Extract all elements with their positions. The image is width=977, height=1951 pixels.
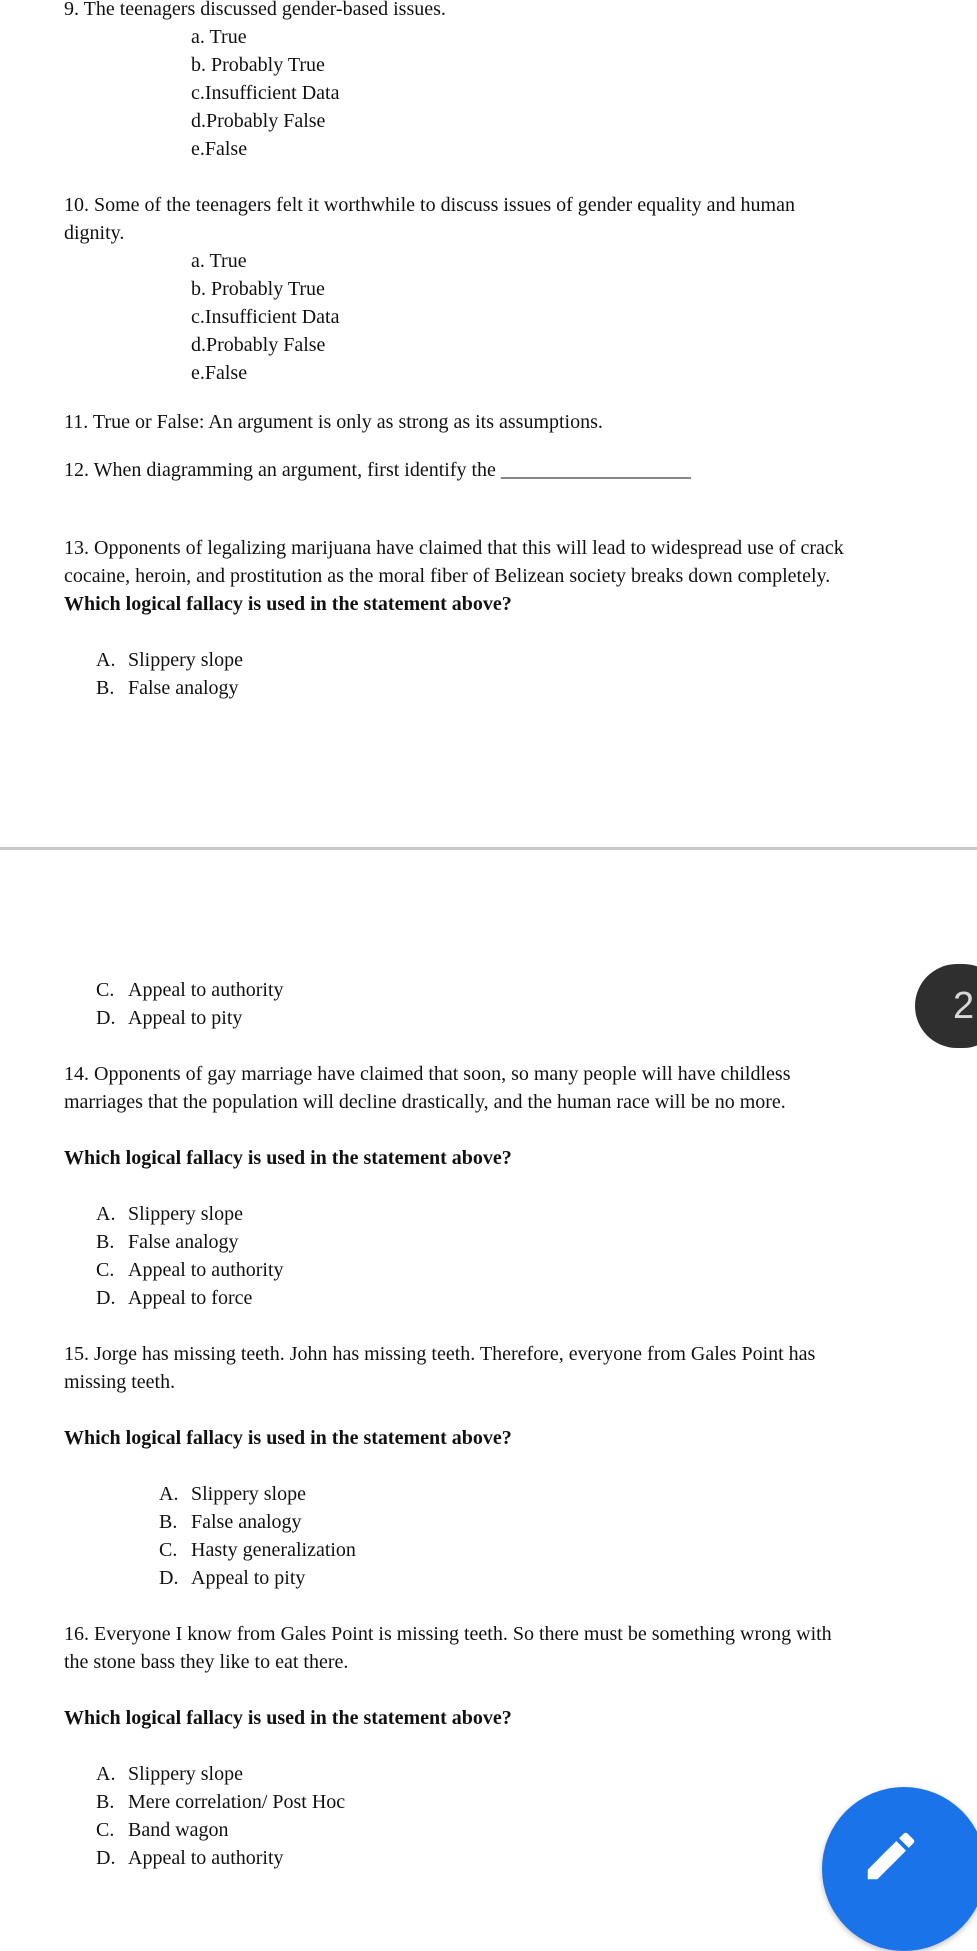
q16-option-c	[96, 1816, 229, 1844]
q14-option-d	[96, 1284, 252, 1312]
q14-option-b	[96, 1228, 239, 1256]
question-10-text-line-2: dignity.	[64, 222, 125, 244]
q10-option-a: a. True	[191, 250, 247, 272]
option-marker: B.	[96, 677, 115, 699]
option-text: Appeal to authority	[128, 1259, 284, 1281]
option-marker: A.	[159, 1483, 179, 1505]
option-marker: B.	[159, 1511, 178, 1533]
option-text: Slippery slope	[128, 1763, 243, 1785]
option-marker: C.	[96, 1819, 115, 1841]
q15-option-b	[159, 1508, 302, 1536]
option-text: Hasty generalization	[191, 1539, 356, 1561]
question-16-text-line-2: the stone bass they like to eat there.	[64, 1651, 349, 1673]
q13-option-b	[96, 674, 239, 702]
option-marker: C.	[159, 1539, 178, 1561]
option-text: Appeal to authority	[128, 979, 284, 1001]
q13-option-c	[96, 976, 284, 1004]
option-text: False analogy	[128, 677, 239, 699]
option-text: Slippery slope	[191, 1483, 306, 1505]
q10-option-c: c.Insufficient Data	[191, 306, 340, 328]
question-14-text-line-2: marriages that the population will decline drastically, and the human race will be no more.	[64, 1091, 786, 1113]
option-marker: A.	[96, 1763, 116, 1785]
q14-option-a	[96, 1200, 243, 1228]
option-text: Appeal to force	[128, 1287, 253, 1309]
option-marker: D.	[96, 1847, 116, 1869]
question-13-text-line-1: 13. Opponents of legalizing marijuana have claimed that this will lead to widespread use of crack	[64, 537, 844, 559]
q14-option-c	[96, 1256, 284, 1284]
q16-option-d	[96, 1844, 284, 1872]
pencil-icon	[860, 1825, 922, 1887]
q13-option-d	[96, 1004, 242, 1032]
question-16-prompt: Which logical fallacy is used in the statement above?	[64, 1707, 512, 1729]
question-16-text-line-1: 16. Everyone I know from Gales Point is missing teeth. So there must be something wrong with	[64, 1623, 832, 1645]
q10-option-d: d.Probably False	[191, 334, 326, 356]
q9-option-d: d.Probably False	[191, 110, 326, 132]
q15-option-c	[159, 1536, 356, 1564]
q15-option-a	[159, 1480, 306, 1508]
question-13-text-line-2: cocaine, heroin, and prostitution as the moral fiber of Belizean society breaks down completely.	[64, 565, 831, 587]
question-14-prompt: Which logical fallacy is used in the statement above?	[64, 1147, 512, 1169]
option-marker: B.	[96, 1791, 115, 1813]
q9-option-b: b. Probably True	[191, 54, 325, 76]
question-9-text: 9. The teenagers discussed gender-based issues.	[64, 0, 446, 20]
question-14-text-line-1: 14. Opponents of gay marriage have claimed that soon, so many people will have childless	[64, 1063, 791, 1085]
page-divider	[0, 847, 977, 850]
q15-option-d	[159, 1564, 305, 1592]
option-text: Mere correlation/ Post Hoc	[128, 1791, 346, 1813]
option-marker: C.	[96, 979, 115, 1001]
page-number-badge: 2	[915, 964, 977, 1048]
option-text: Slippery slope	[128, 1203, 243, 1225]
option-text: Slippery slope	[128, 649, 243, 671]
option-marker: B.	[96, 1231, 115, 1253]
option-text: Appeal to authority	[128, 1847, 284, 1869]
q9-option-c: c.Insufficient Data	[191, 82, 340, 104]
q16-option-b	[96, 1788, 345, 1816]
question-15-text-line-1: 15. Jorge has missing teeth. John has missing teeth. Therefore, everyone from Gales Point has	[64, 1343, 816, 1365]
option-marker: C.	[96, 1259, 115, 1281]
option-marker: D.	[96, 1007, 116, 1029]
option-text: Appeal to pity	[191, 1567, 306, 1589]
q9-option-e: e.False	[191, 138, 248, 160]
question-15-text-line-2: missing teeth.	[64, 1371, 176, 1393]
question-12-text: 12. When diagramming an argument, first identify the ___________________	[64, 459, 691, 481]
option-text: Appeal to pity	[128, 1007, 243, 1029]
q10-option-e: e.False	[191, 362, 248, 384]
q9-option-a: a. True	[191, 26, 247, 48]
option-marker: A.	[96, 1203, 116, 1225]
q10-option-b: b. Probably True	[191, 278, 325, 300]
option-text: False analogy	[128, 1231, 239, 1253]
q13-option-a	[96, 646, 243, 674]
option-marker: A.	[96, 649, 116, 671]
edit-button[interactable]	[822, 1787, 977, 1951]
option-marker: D.	[96, 1287, 116, 1309]
question-15-prompt: Which logical fallacy is used in the statement above?	[64, 1427, 512, 1449]
option-marker: D.	[159, 1567, 179, 1589]
question-11-text: 11. True or False: An argument is only as strong as its assumptions.	[64, 411, 603, 433]
option-text: False analogy	[191, 1511, 302, 1533]
question-10-text-line-1: 10. Some of the teenagers felt it worthwhile to discuss issues of gender equality and human	[64, 194, 795, 216]
question-13-prompt: Which logical fallacy is used in the statement above?	[64, 593, 512, 615]
q16-option-a	[96, 1760, 243, 1788]
option-text: Band wagon	[128, 1819, 229, 1841]
